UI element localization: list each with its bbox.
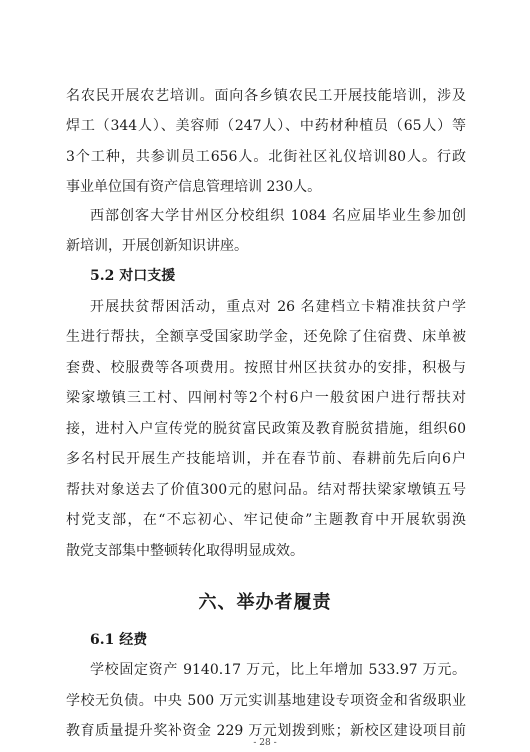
text-line: 西部创客大学甘州区分校组织 1084 名应届毕业生参加创	[90, 208, 466, 224]
text-line: 生进行帮扶，全额享受国家助学金，还免除了住宿费、床单被	[66, 329, 466, 345]
text-line: 名农民开展农艺培训。面向各乡镇农民工开展技能培训，涉及	[66, 88, 466, 104]
text-line: 接，进村入户宣传党的脱贫富民政策及教育脱贫措施，组织60	[66, 421, 466, 437]
text-line: 教育质量提升奖补资金 229 万元划拨到账；新校区建设项目前	[66, 723, 466, 739]
text-line: 3个工种，共参训员工656人。北街社区礼仪培训80人。行政	[66, 149, 466, 165]
text-line: 套费、校服费等各项费用。按照甘州区扶贫办的安排，积极与	[66, 360, 466, 376]
chapter-title: 六、举办者履责	[198, 592, 332, 613]
text-line: 梁家墩镇三工村、四闸村等2个村6户一般贫困户进行帮扶对	[66, 390, 466, 406]
section-heading-6-1: 6.1 经费	[90, 632, 148, 648]
text-line: 多名村民开展生产技能培训，并在春节前、春耕前先后向6户	[66, 451, 466, 467]
page-number: - 28 -	[253, 738, 277, 748]
text-line: 学校无负债。中央 500 万元实训基地建设专项资金和省级职业	[66, 693, 466, 709]
text-line: 焊工（344人）、美容师（247人）、中药材种植员（65人）等	[66, 118, 466, 134]
text-line: 散党支部集中整顿转化取得明显成效。	[66, 543, 304, 559]
text-line: 开展扶贫帮困活动，重点对 26 名建档立卡精准扶贫户学	[90, 299, 466, 315]
text-line: 村党支部，在“不忘初心、牢记使命”主题教育中开展软弱涣	[66, 512, 466, 528]
text-line: 事业单位国有资产信息管理培训 230人。	[66, 179, 322, 195]
section-heading-5-2: 5.2 对口支援	[90, 268, 176, 284]
text-line: 学校固定资产 9140.17 万元，比上年增加 533.97 万元。	[90, 662, 466, 678]
text-line: 帮扶对象送去了价值300元的慰问品。结对帮扶梁家墩镇五号	[66, 482, 466, 498]
text-line: 新培训，开展创新知识讲座。	[66, 238, 248, 254]
